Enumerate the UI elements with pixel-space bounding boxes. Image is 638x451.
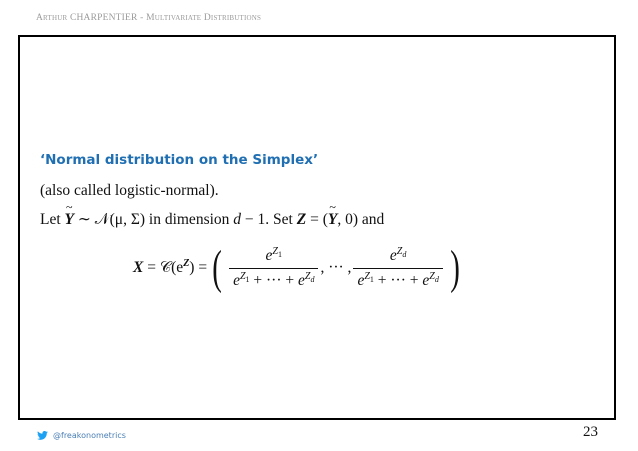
math-z: Z <box>296 211 307 228</box>
slide-title: ‘Normal distribution on the Simplex’ <box>40 152 319 168</box>
fraction-2-numerator: $e^{Z_d}$ <box>389 246 407 265</box>
fraction-2 <box>353 246 442 289</box>
math-x: X <box>133 259 144 276</box>
math-normal-args: (μ, Σ) <box>109 211 146 228</box>
math-y-tilde: Y ~ <box>65 211 74 229</box>
fraction-1-numerator: $e^{Z_1}$ <box>265 246 282 265</box>
math-sim: ∼ <box>77 211 91 228</box>
twitter-handle[interactable]: @freakonometrics <box>53 431 126 440</box>
math-eq: = <box>147 259 156 276</box>
text-line-2 <box>40 210 384 229</box>
fraction-1 <box>229 246 318 289</box>
math-normal: 𝒩 <box>94 211 110 228</box>
text-in-dimension: in dimension <box>148 211 230 228</box>
math-tuple-close: , 0) and <box>337 211 385 228</box>
left-paren: ( <box>212 241 222 294</box>
word-let: Let <box>40 211 61 228</box>
twitter-bird-icon <box>37 431 48 440</box>
fraction-1-denominator: $e^{Z_1}$ + ··· + $e^{Z_d}$ <box>229 268 318 290</box>
footer-twitter[interactable] <box>37 431 126 440</box>
math-y-tilde-2: Y ~ <box>328 211 337 229</box>
fraction-2-denominator: $e^{Z_1}$ + ··· + $e^{Z_d}$ <box>353 268 442 290</box>
math-equals: = <box>310 211 319 228</box>
math-closure: $𝒞(e^Z)$ = <box>159 258 208 277</box>
math-tuple-open: ( <box>322 211 328 228</box>
right-paren: ) <box>450 241 460 294</box>
closure-equation <box>133 240 465 296</box>
math-separator: , ··· , <box>320 259 352 276</box>
text-minus-one-set: − 1. Set <box>244 211 293 228</box>
slide-header: Arthur CHARPENTIER - Multivariate Distributions <box>36 13 262 23</box>
text-line-1: (also called logistic-normal). <box>40 182 219 199</box>
page-number: 23 <box>583 424 598 440</box>
math-d: d <box>233 211 242 228</box>
